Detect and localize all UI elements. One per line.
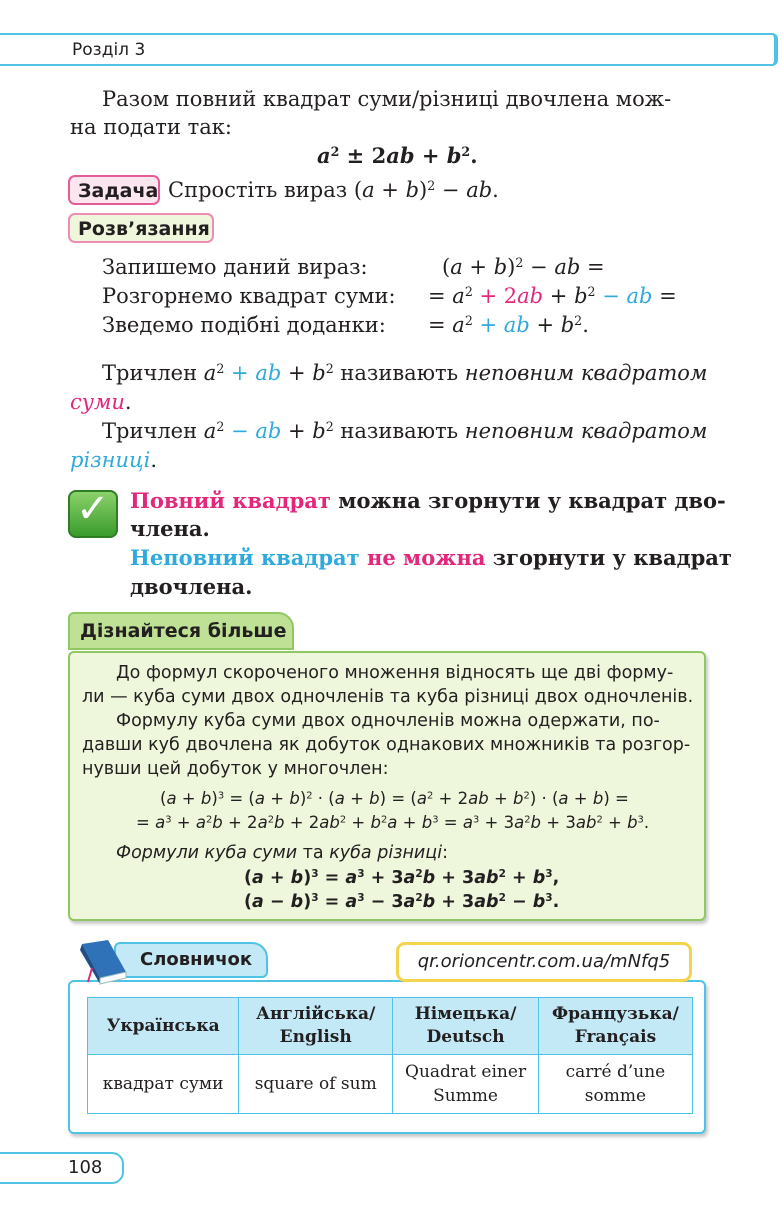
intro-line-2: на подати так: [70,115,232,139]
learn-p2-l2: давши куб двочлена як добуток однакових множників та розгор- [82,735,691,755]
rule-full-line-1: Повний квадрат можна згорнути у квадрат дво- [130,488,726,513]
cube-expansion-line-1: $(a + b)^3 = (a + b)^2 \cdot (a + b) = (a^2 + 2ab + b^2) \cdot (a + b)$ = [160,789,629,808]
cube-formulas-label: Формули куба суми та куба різниці: [116,843,448,863]
solution-expr-3: = $a^2$ + ab + $b^2$. [428,313,589,337]
task-text: Спростіть вираз $(a + b)^2$ − ab. [168,178,499,202]
solution-row-3: Зведемо подібні доданки: [102,313,386,337]
rule-incomplete-line-2: двочлена. [130,574,253,599]
book-icon [78,938,130,986]
main-formula: $a^2 \pm 2ab + b^2$. [317,143,478,168]
glossary-header: Німецька/ Deutsch [393,998,539,1055]
learn-p1-l2: ли — куба суми двох одночленів та куба різниці двох одночленів. [82,687,694,707]
solution-expr-1: $(a + b)^2$ − ab = [442,255,605,279]
solution-row-2: Розгорнемо квадрат суми: [102,284,396,308]
glossary-cell: carré d’une somme [538,1055,692,1114]
glossary-cell: square of sum [239,1055,393,1114]
trinomial-diff-line: Тричлен $a^2$ − ab + $b^2$ називають неповним квадратом [102,419,708,443]
glossary-header: Українська [88,998,239,1055]
page-number: 108 [0,1152,124,1184]
solution-row-1: Запишемо даний вираз: [102,255,368,279]
cube-sum-formula: $(a + b)^3 = a^3 + 3a^2b + 3ab^2 + b^3$, [244,868,560,888]
trinomial-diff-end: різниці. [70,448,158,472]
trinomial-sum-line: Тричлен $a^2$ + ab + $b^2$ називають неповним квадратом [102,361,708,385]
learn-more-title: Дізнайтеся більше [68,612,294,650]
glossary-title: Словничок [114,942,268,978]
section-label: Розділ 3 [72,40,146,60]
trinomial-sum-end: суми. [70,390,132,414]
solution-expr-2: = $a^2 + 2ab + b^2$ − ab = [428,284,677,308]
qr-link[interactable]: qr.orioncentr.com.ua/mNfq5 [396,942,692,982]
rule-incomplete-line-1: Неповний квадрат не можна згорнути у квадрат [130,545,732,570]
glossary-cell: Quadrat einer Summe [393,1055,539,1114]
intro-line-1: Разом повний квадрат суми/різниці двочлена мож- [102,87,672,111]
rule-full-line-2: члена. [130,516,210,541]
learn-p1-l1: До формул скороченого множення відносять ще дві форму- [116,663,674,683]
glossary-header: Французька/ Français [538,998,692,1055]
cube-expansion-line-2: = $a^3 + a^2b + 2a^2b + 2ab^2 + b^2a + b^3 = a^3 + 3a^2b + 3ab^2 + b^3$. [136,813,650,832]
solution-label: Розв’язання [68,213,214,243]
glossary-table [87,997,693,1114]
learn-p2-l3: нувши цей добуток у многочлен: [82,759,389,779]
glossary-header: Англійська/ English [239,998,393,1055]
task-label: Задача [68,175,160,205]
cube-diff-formula: $(a - b)^3 = a^3 - 3a^2b + 3ab^2 - b^3$. [244,892,560,912]
glossary-cell: квадрат суми [88,1055,239,1114]
checkmark-icon: ✓ [68,490,118,538]
learn-p2-l1: Формулу куба суми двох одночленів можна одержати, по- [116,711,660,731]
